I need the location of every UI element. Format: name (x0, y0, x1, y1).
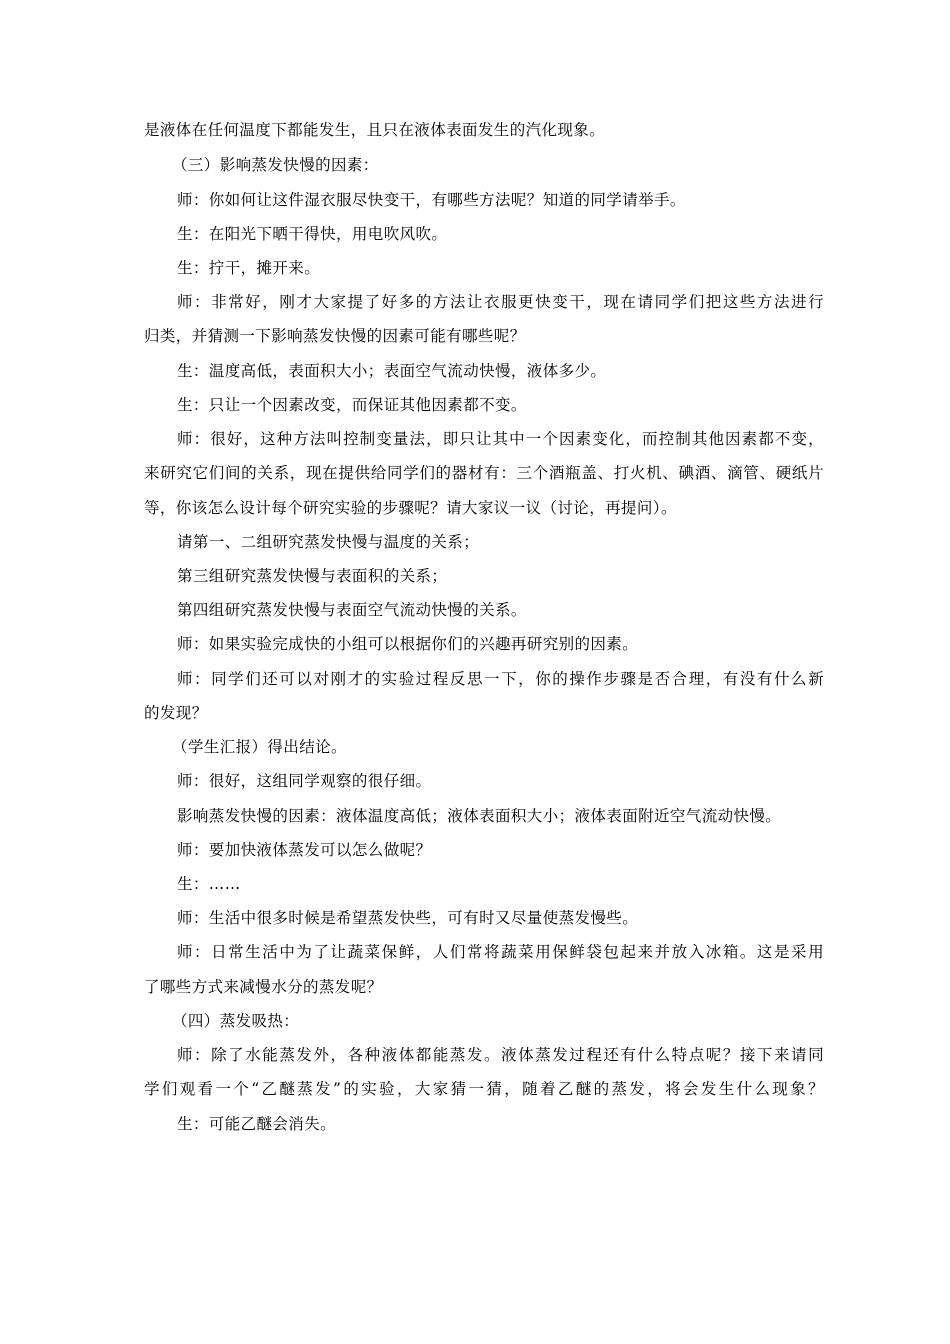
text-line: 生：温度高低，表面积大小；表面空气流动快慢，液体多少。 (177, 362, 607, 380)
text-line: 师：你如何让这件湿衣服尽快变干，有哪些方法呢？知道的同学请举手。 (177, 191, 686, 209)
section-heading: （四）蒸发吸热： (172, 1012, 300, 1030)
text-line: 归类，并猜测一下影响蒸发快慢的因素可能有哪些呢？ (144, 327, 526, 345)
text-line: 来研究它们间的关系，现在提供给同学们的器材有：三个酒瓶盖、打火机、碘酒、滴管、硬纸片 (144, 464, 824, 482)
text-line: 请第一、二组研究蒸发快慢与温度的关系； (177, 533, 480, 551)
text-line: 师：生活中很多时候是希望蒸发快些，可有时又尽量使蒸发慢些。 (177, 909, 639, 927)
text-line: 生：…… (177, 875, 241, 893)
text-line: 的发现？ (144, 704, 208, 722)
text-line: 师：很好，这组同学观察的很仔细。 (177, 772, 432, 790)
text-line: 生：可能乙醚会消失。 (177, 1115, 337, 1133)
section-heading: （三）影响蒸发快慢的因素： (172, 156, 379, 174)
text-line: （学生汇报）得出结论。 (172, 738, 347, 756)
text-line: 了哪些方式来减慢水分的蒸发呢？ (144, 978, 383, 996)
text-line: 师：除了水能蒸发外，各种液体都能蒸发。液体蒸发过程还有什么特点呢？接下来请同 (177, 1046, 824, 1064)
text-line: 影响蒸发快慢的因素：液体温度高低；液体表面积大小；液体表面附近空气流动快慢。 (177, 807, 782, 825)
text-line: 生：在阳光下晒干得快，用电吹风吹。 (177, 225, 448, 243)
text-line: 师：同学们还可以对刚才的实验过程反思一下，你的操作步骤是否合理，有没有什么新 (177, 670, 824, 688)
text-line: 师：日常生活中为了让蔬菜保鲜，人们常将蔬菜用保鲜袋包起来并放入冰箱。这是采用 (177, 943, 824, 961)
text-line: 第四组研究蒸发快慢与表面空气流动快慢的关系。 (177, 601, 527, 619)
text-line: 第三组研究蒸发快慢与表面积的关系； (177, 567, 448, 585)
text-line: 师：很好，这种方法叫控制变量法，即只让其中一个因素变化，而控制其他因素都不变， (177, 430, 824, 448)
text-line: 师：如果实验完成快的小组可以根据你们的兴趣再研究别的因素。 (177, 635, 639, 653)
text-line: 学们观看一个“乙醚蒸发”的实验，大家猜一猜，随着乙醚的蒸发，将会发生什么现象？ (144, 1080, 824, 1098)
text-line: 生：拧干，摊开来。 (177, 259, 321, 277)
text-line: 是液体在任何温度下都能发生，且只在液体表面发生的汽化现象。 (144, 121, 606, 139)
text-line: 师：要加快液体蒸发可以怎么做呢？ (177, 841, 432, 859)
text-line: 等，你该怎么设计每个研究实验的步骤呢？请大家议一议（讨论，再提问）。 (144, 499, 677, 517)
text-line: 师：非常好，刚才大家提了好多的方法让衣服更快变干，现在请同学们把这些方法进行 (177, 293, 824, 311)
text-line: 生：只让一个因素改变，而保证其他因素都不变。 (177, 396, 527, 414)
